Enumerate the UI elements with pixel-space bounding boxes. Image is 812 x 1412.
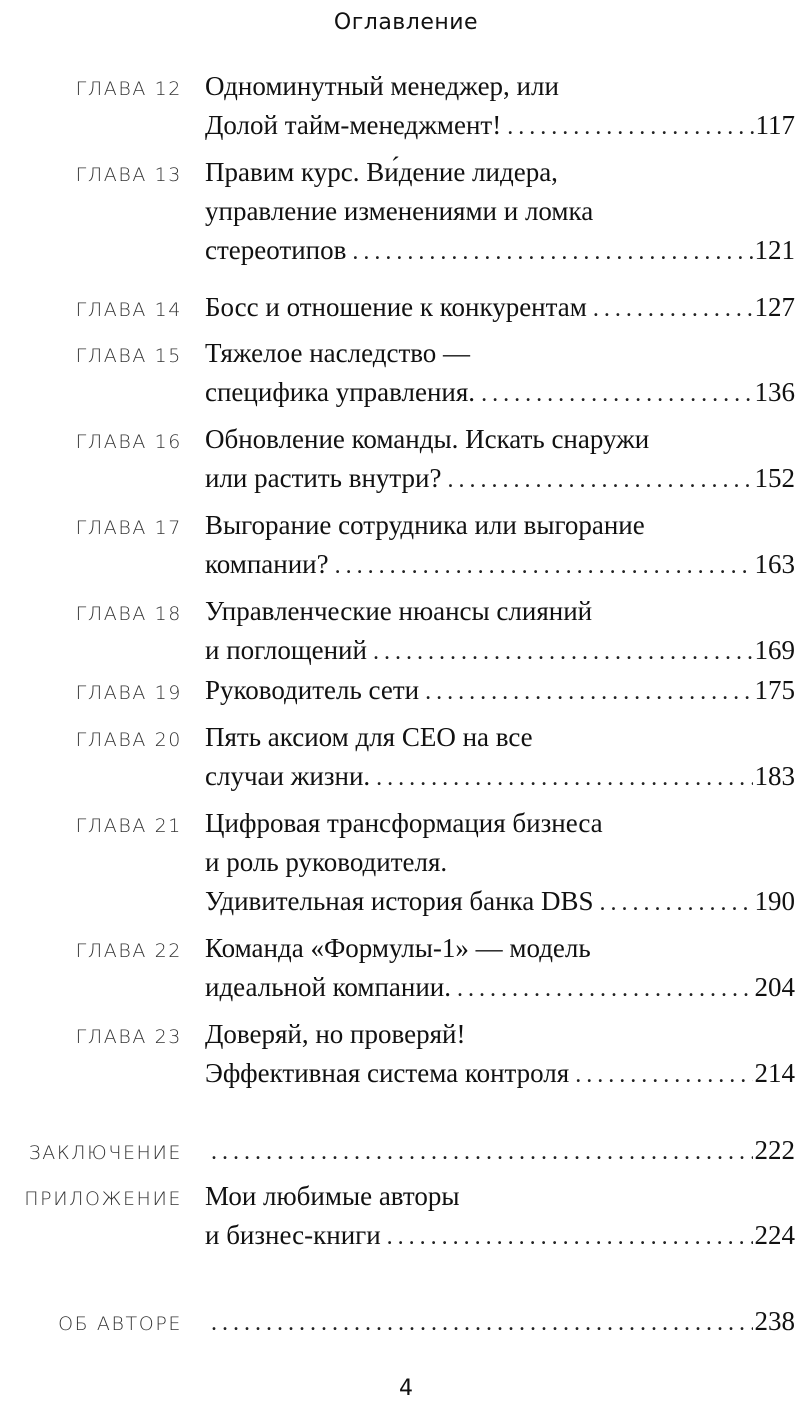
toc-entry-title: [205, 506, 795, 586]
dot-leader: [575, 1056, 752, 1095]
page-title: Оглавление: [333, 10, 479, 35]
toc-entry-title: [205, 1131, 795, 1172]
toc-entry-label: ГЛАВА 14: [75, 299, 182, 321]
toc-entry[interactable]: [0, 67, 812, 140]
dot-leader: [457, 970, 752, 1009]
toc-entry-title-line: Пять аксиом для CEO на все: [205, 722, 533, 752]
toc-entry-title-line: Выгорание сотрудника или выгорание: [205, 510, 645, 540]
toc-entry[interactable]: [0, 153, 812, 265]
toc-entry-title-line: компании?: [205, 549, 329, 579]
toc-entry-page: 238: [754, 1306, 795, 1336]
toc-entry-title-line: Команда «Формулы-1» — модель: [205, 933, 591, 963]
dot-leader: [211, 1304, 753, 1343]
toc-entry[interactable]: [0, 334, 812, 407]
toc-entry-label: ГЛАВА 15: [75, 345, 182, 367]
toc-entry-page: 224: [754, 1220, 795, 1250]
toc-entry-title: [205, 288, 795, 329]
toc-entry-title-line: Доверяй, но проверяй!: [205, 1019, 466, 1049]
toc-entry-title-line: Цифровая трансформация бизнеса: [205, 808, 603, 838]
toc-entry[interactable]: [0, 1302, 812, 1344]
toc-entry-page: 204: [754, 972, 795, 1002]
toc-entry-page: 214: [754, 1058, 795, 1088]
toc-entry-title-line: Руководитель сети: [205, 675, 420, 705]
toc-entry-title-line: случаи жизни.: [205, 761, 371, 791]
dot-leader: [507, 108, 753, 147]
toc-entry-label: ГЛАВА 23: [75, 1026, 182, 1048]
toc-entry-title: [205, 334, 795, 414]
toc-entry-title: [205, 804, 795, 923]
toc-entry-page: 183: [754, 761, 795, 791]
dot-leader: [373, 633, 753, 672]
toc-entry-label: ГЛАВА 17: [75, 517, 182, 539]
toc-entry-title-line: и бизнес-книги: [205, 1220, 381, 1250]
toc-entry-title-line: Обновление команды. Искать снаружи: [205, 424, 650, 454]
toc-entry-title-line: Тяжелое наследство —: [205, 338, 471, 368]
toc-entry[interactable]: [0, 288, 812, 330]
toc-entry-title: [205, 420, 795, 500]
toc-entry-page: 190: [754, 886, 795, 916]
toc-entry-title-line: управление изменениями и ломка: [205, 196, 594, 226]
toc-entry[interactable]: [0, 1131, 812, 1173]
toc-entry-label: ГЛАВА 13: [75, 164, 182, 186]
toc-entry-page: 121: [754, 235, 795, 265]
toc-entry-label: ГЛАВА 19: [75, 682, 182, 704]
toc-entry-title: [205, 718, 795, 798]
dot-leader: [481, 375, 752, 414]
dot-leader: [352, 233, 752, 272]
toc-entry-title: [205, 1302, 795, 1343]
toc-entry[interactable]: [0, 1177, 812, 1250]
toc-entry[interactable]: [0, 671, 812, 713]
dot-leader: [425, 673, 752, 712]
toc-entry-title: [205, 929, 795, 1009]
toc-entry-title: [205, 671, 795, 712]
toc-entry-title-line: Босс и отношение к конкурентам: [205, 292, 587, 322]
toc-entry-label: ГЛАВА 22: [75, 940, 182, 962]
dot-leader: [593, 290, 753, 329]
toc-entry-label: ПРИЛОЖЕНИЕ: [24, 1188, 182, 1210]
toc-entry-page: 136: [754, 377, 795, 407]
toc-entry-title-line: идеальной компании.: [205, 972, 452, 1002]
toc-entry-label: ГЛАВА 18: [75, 603, 182, 625]
toc-entry[interactable]: [0, 592, 812, 665]
toc-entry-title-line: стереотипов: [205, 235, 347, 265]
toc-entry-label: ГЛАВА 21: [75, 815, 182, 837]
toc-entry-title: [205, 592, 795, 672]
toc-entry-title-line: Одноминутный менеджер, или: [205, 71, 559, 101]
page-number: 4: [399, 1376, 413, 1401]
toc-entry-title-line: Удивительная история банка DBS: [205, 886, 594, 916]
toc-entry-title-line: и роль руководителя.: [205, 847, 448, 877]
toc-entry-title-line: специфика управления.: [205, 377, 476, 407]
toc-entry-title-line: Долой тайм-менеджмент!: [205, 110, 502, 140]
toc-entry-page: 152: [754, 463, 795, 493]
toc-entry-page: 222: [754, 1135, 795, 1165]
toc-entry[interactable]: [0, 506, 812, 579]
toc-entry[interactable]: [0, 929, 812, 1002]
toc-entry-title-line: Правим курс. Ви́дение лидера,: [205, 157, 558, 187]
toc-entry-page: 163: [754, 549, 795, 579]
toc-entry[interactable]: [0, 804, 812, 916]
toc-entry-page: 175: [754, 675, 795, 705]
toc-entry-page: 127: [754, 292, 795, 322]
toc-entry-title-line: или растить внутри?: [205, 463, 442, 493]
toc-entry-label: ГЛАВА 12: [75, 78, 182, 100]
toc-entry[interactable]: [0, 420, 812, 493]
dot-leader: [211, 1133, 753, 1172]
toc-entry-page: 117: [755, 110, 795, 140]
dot-leader: [387, 1218, 753, 1257]
dot-leader: [447, 461, 752, 500]
toc-entry[interactable]: [0, 718, 812, 791]
toc-entry-label: ОБ АВТОРЕ: [58, 1313, 182, 1335]
toc-entry-label: ГЛАВА 16: [75, 431, 182, 453]
toc-entry-title: [205, 1015, 795, 1095]
toc-entry-page: 169: [754, 635, 795, 665]
dot-leader: [600, 884, 753, 923]
toc-entry[interactable]: [0, 1015, 812, 1088]
toc-entry-title-line: Эффективная система контроля: [205, 1058, 570, 1088]
toc-entry-title: [205, 67, 795, 147]
dot-leader: [335, 547, 753, 586]
toc-entry-title-line: Мои любимые авторы: [205, 1181, 460, 1211]
toc-entry-title: [205, 1177, 795, 1257]
toc-entry-title: [205, 153, 795, 272]
toc-entry-title-line: и поглощений: [205, 635, 367, 665]
toc-entry-label: ГЛАВА 20: [75, 729, 182, 751]
toc-entry-label: ЗАКЛЮЧЕНИЕ: [28, 1142, 182, 1164]
dot-leader: [376, 759, 752, 798]
toc-entry-title-line: Управленческие нюансы слияний: [205, 596, 593, 626]
